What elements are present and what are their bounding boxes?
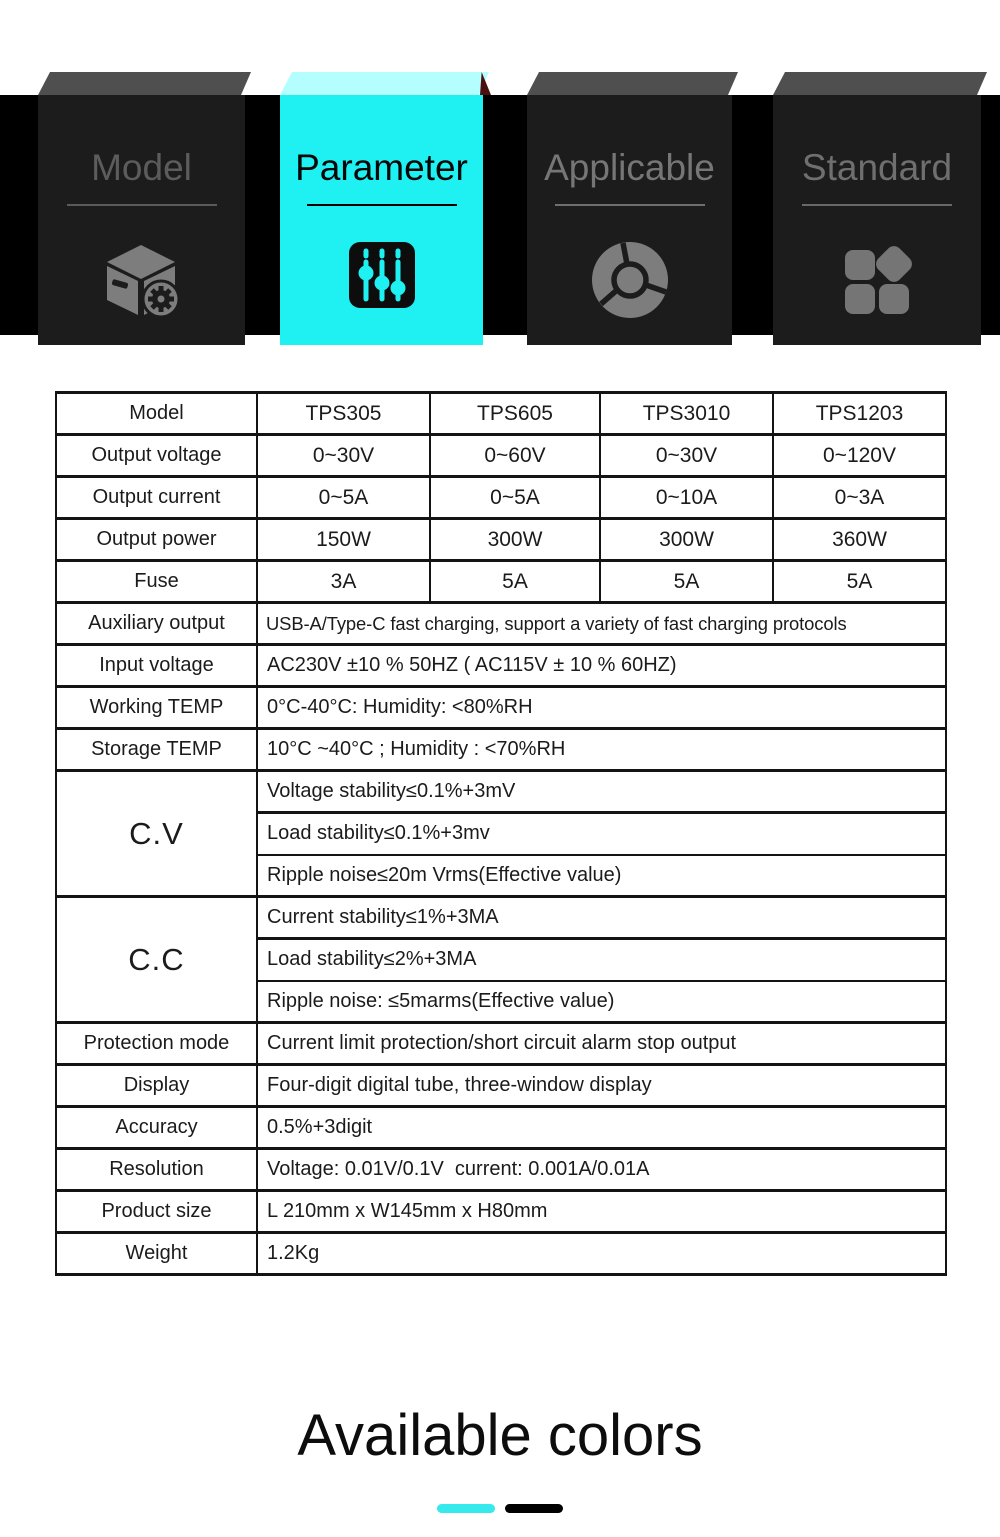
row-label: Weight: [56, 1233, 257, 1275]
tab-underline: [307, 204, 457, 206]
row-label: Working TEMP: [56, 687, 257, 729]
row-label: Protection mode: [56, 1023, 257, 1065]
table-row-display: [56, 1065, 946, 1107]
cell: 300W: [600, 519, 773, 561]
cell: Current limit protection/short circuit alarm stop output: [257, 1023, 946, 1065]
cell: TPS605: [430, 393, 600, 435]
cell: 5A: [430, 561, 600, 603]
cell: 0~30V: [600, 435, 773, 477]
tab-standard[interactable]: [773, 72, 981, 345]
cell: 1.2Kg: [257, 1233, 946, 1275]
tab-applicable[interactable]: [527, 72, 732, 345]
table-row-product-size: [56, 1191, 946, 1233]
table-row-output-voltage: [56, 435, 946, 477]
cell: Load stability≤2%+3MA: [257, 939, 946, 981]
tab-underline: [555, 204, 705, 206]
table-row-accuracy: [56, 1107, 946, 1149]
cell: 360W: [773, 519, 946, 561]
cell: TPS305: [257, 393, 430, 435]
row-label: Fuse: [56, 561, 257, 603]
spec-table: [55, 391, 947, 1276]
tab-parameter-body: [280, 95, 483, 345]
cell: 0~120V: [773, 435, 946, 477]
table-row-resolution: [56, 1149, 946, 1191]
tab-model[interactable]: [38, 72, 245, 345]
table-row-output-power: [56, 519, 946, 561]
cell: 10°C ~40°C ; Humidity : <70%RH: [257, 729, 946, 771]
chrome-icon: [590, 240, 670, 320]
tab-standard-flap: [773, 72, 987, 95]
cell: 300W: [430, 519, 600, 561]
cell: 0~5A: [257, 477, 430, 519]
row-label: Accuracy: [56, 1107, 257, 1149]
table-row-input-voltage: [56, 645, 946, 687]
tab-applicable-body: [527, 95, 732, 345]
row-label: Output voltage: [56, 435, 257, 477]
row-label: C.C: [56, 897, 257, 1023]
row-label: Model: [56, 393, 257, 435]
tab-underline: [802, 204, 952, 206]
cell: Load stability≤0.1%+3mv: [257, 813, 946, 855]
cell: 3A: [257, 561, 430, 603]
cell: Ripple noise≤20m Vrms(Effective value): [257, 855, 946, 897]
cell: TPS3010: [600, 393, 773, 435]
tab-applicable-flap: [527, 72, 738, 95]
cell: 5A: [773, 561, 946, 603]
table-row-working-temp: [56, 687, 946, 729]
row-label: Storage TEMP: [56, 729, 257, 771]
cell: Ripple noise: ≤5marms(Effective value): [257, 981, 946, 1023]
row-label: Product size: [56, 1191, 257, 1233]
cell: Voltage: 0.01V/0.1V current: 0.001A/0.01A: [257, 1149, 946, 1191]
tab-label: Applicable: [544, 147, 715, 188]
cell: Voltage stability≤0.1%+3mV: [257, 771, 946, 813]
row-label: Display: [56, 1065, 257, 1107]
cell: USB-A/Type-C fast charging, support a variety of fast charging protocols: [257, 603, 946, 645]
black-dash: [505, 1504, 563, 1513]
tab-parameter[interactable]: [280, 72, 483, 345]
title-dashes: [0, 1504, 1000, 1513]
shapes-icon: [837, 240, 917, 318]
table-row-fuse: [56, 561, 946, 603]
tab-parameter-flap: [280, 72, 489, 95]
available-colors-title: Available colors: [297, 1403, 703, 1468]
sliders-icon: [348, 240, 416, 310]
row-label: Input voltage: [56, 645, 257, 687]
row-label: Output current: [56, 477, 257, 519]
tab-underline: [67, 204, 217, 206]
row-label: Auxiliary output: [56, 603, 257, 645]
table-row-protection-mode: [56, 1023, 946, 1065]
cell: Four-digit digital tube, three-window display: [257, 1065, 946, 1107]
table-row-storage-temp: [56, 729, 946, 771]
cell: L 210mm x W145mm x H80mm: [257, 1191, 946, 1233]
tab-model-flap: [38, 72, 251, 95]
table-row-cv: [56, 771, 946, 813]
row-label: C.V: [56, 771, 257, 897]
box-gear-icon: [101, 240, 183, 320]
tab-model-body: [38, 95, 245, 345]
table-row-auxiliary-output: [56, 603, 946, 645]
cell: Current stability≤1%+3MA: [257, 897, 946, 939]
cell: 5A: [600, 561, 773, 603]
table-row-weight: [56, 1233, 946, 1275]
tab-label: Standard: [801, 147, 953, 188]
tab-label: Model: [91, 147, 192, 188]
cell: 0~5A: [430, 477, 600, 519]
cyan-dash: [437, 1504, 495, 1513]
cell: TPS1203: [773, 393, 946, 435]
cell: 0~60V: [430, 435, 600, 477]
table-row-output-current: [56, 477, 946, 519]
row-label: Output power: [56, 519, 257, 561]
cell: 0~3A: [773, 477, 946, 519]
cell: 150W: [257, 519, 430, 561]
table-row-cc: [56, 897, 946, 939]
cell: 0°C-40°C: Humidity: <80%RH: [257, 687, 946, 729]
cell: AC230V ±10 % 50HZ ( AC115V ± 10 % 60HZ): [257, 645, 946, 687]
cell: 0~10A: [600, 477, 773, 519]
tab-bar: [0, 0, 1000, 391]
row-label: Resolution: [56, 1149, 257, 1191]
tab-standard-body: [773, 95, 981, 345]
tab-label: Parameter: [295, 147, 468, 188]
cell: 0.5%+3digit: [257, 1107, 946, 1149]
table-row-model: [56, 393, 946, 435]
cell: 0~30V: [257, 435, 430, 477]
